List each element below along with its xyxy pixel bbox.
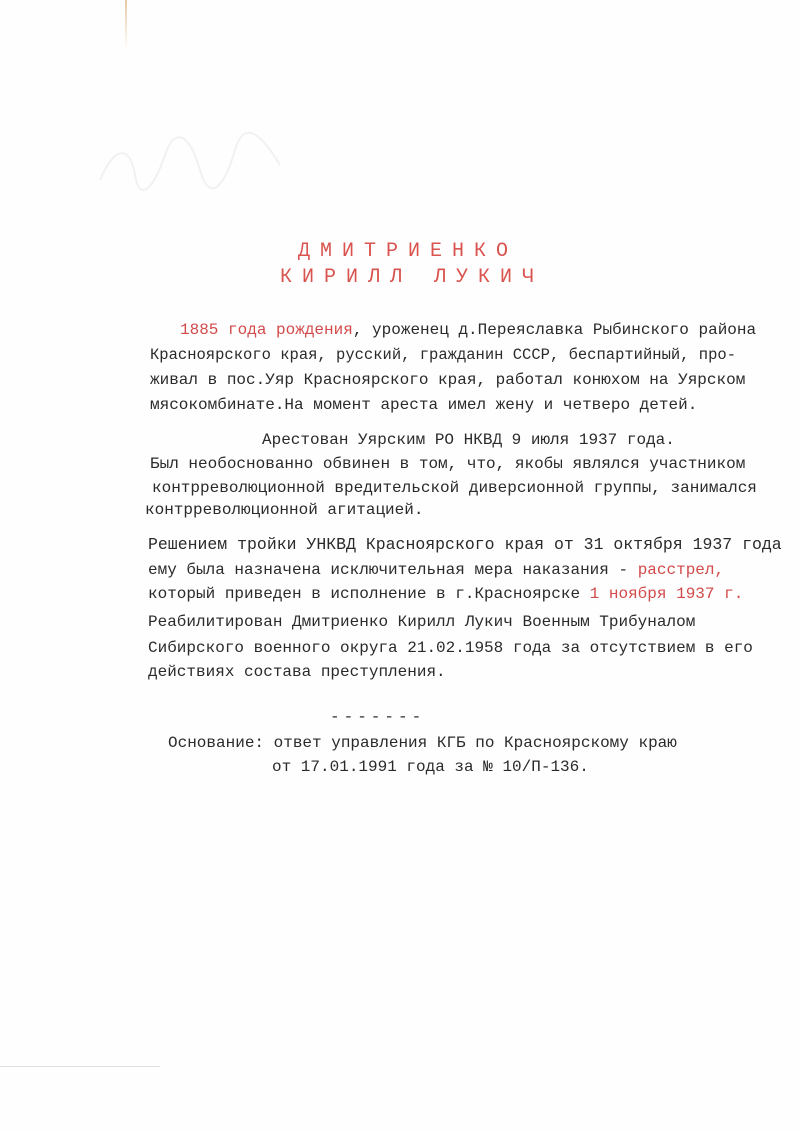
bio-line-2: Красноярского края, русский, гражданин СССР, беспартийный, про-	[150, 346, 736, 364]
sentence-line-3	[148, 584, 743, 604]
sentence-line-1: Решением тройки УНКВД Красноярского края от 31 октября 1937 года	[148, 535, 782, 554]
bio-line-3: живал в пос.Уяр Красноярского края, работал конюхом на Уярском	[150, 371, 746, 389]
faint-handwriting-trace	[95, 125, 285, 195]
birth-year: 1885 года рождения	[180, 321, 353, 339]
arrest-line-2: Был необоснованно обвинен в том, что, якобы являлся участником	[150, 455, 746, 473]
sentence-line-2	[148, 560, 724, 580]
arrest-line-1: Арестован Уярским РО НКВД 9 июля 1937 года.	[262, 431, 675, 449]
rehab-line-1: Реабилитирован Дмитриенко Кирилл Лукич Военным Трибуналом	[148, 613, 696, 631]
heading-name: КИРИЛЛ ЛУКИЧ	[279, 266, 545, 289]
heading-surname: ДМИТРИЕНКО	[297, 240, 519, 263]
sentence-line-3-text: который приведен в исполнение в г.Красноярске	[148, 585, 590, 603]
basis-line-2: от 17.01.1991 года за № 10/П-136.	[272, 758, 589, 776]
bio-line-4: мясокомбинате.На момент ареста имел жену и четверо детей.	[150, 396, 698, 414]
rehab-line-3: действиях состава преступления.	[148, 663, 446, 681]
basis-line-1: Основание: ответ управления КГБ по Красноярскому краю	[168, 734, 677, 752]
arrest-line-4: контрреволюционной агитацией.	[145, 501, 424, 519]
rehab-line-2: Сибирского военного округа 21.02.1958 года за отсутствием в его	[148, 639, 753, 657]
arrest-line-3: контрреволюционной вредительской диверсионной группы, занимался	[152, 479, 757, 497]
bio-line-1-rest: , уроженец д.Переяславка Рыбинского района	[352, 321, 757, 339]
execution-word: расстрел,	[637, 561, 725, 579]
scan-edge-line	[0, 1066, 160, 1067]
separator-dashes: -------	[330, 708, 426, 726]
paper-edge-stain	[125, 0, 127, 50]
bio-line-1	[180, 320, 756, 340]
sentence-line-2-text: ему была назначена исключительная мера наказания -	[148, 561, 638, 579]
execution-date: 1 ноября 1937 г.	[589, 585, 744, 603]
